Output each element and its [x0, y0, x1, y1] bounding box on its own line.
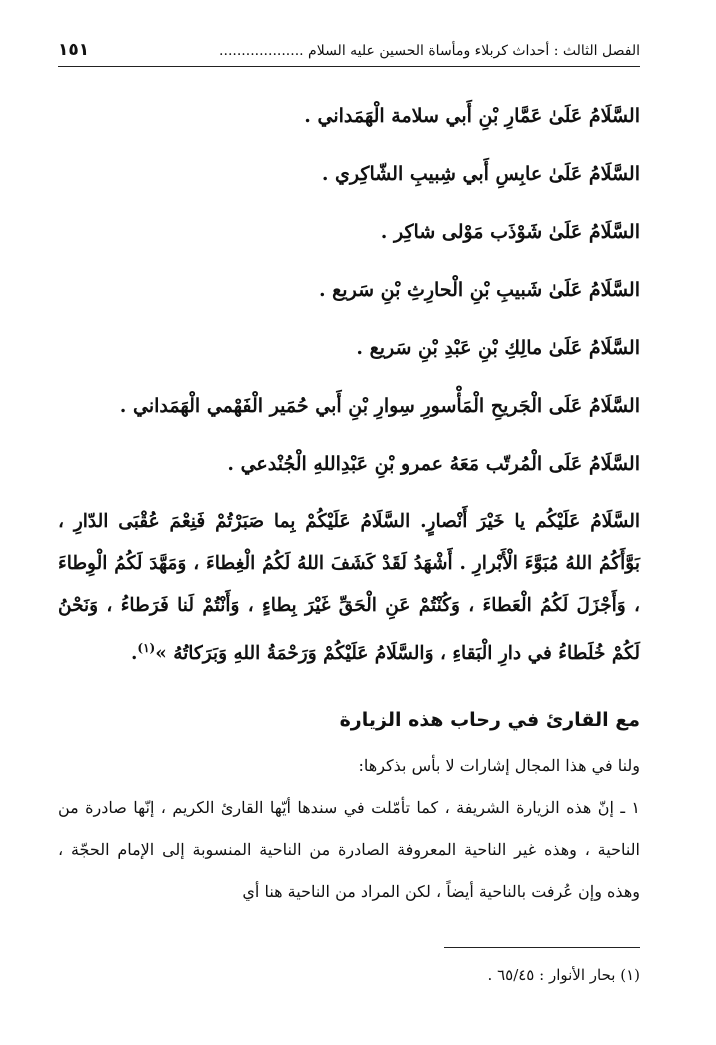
closing-paragraph: [58, 501, 640, 675]
page-header: [58, 40, 640, 67]
footnote: (١) بحار الأنوار : ٦٥/٤٥ .: [487, 966, 640, 985]
salam-list: [58, 103, 640, 477]
salam-line: السَّلَامُ عَلَى الْمُرتّب مَعَهُ عمرو بْنِ عَبْدِاللهِ الْجُنْدعي .: [227, 453, 640, 475]
footnote-divider: [444, 947, 640, 948]
running-title: الفصل الثالث : أحداث كربلاء ومأساة الحسين عليه السلام ...................: [219, 43, 640, 59]
closing-end: .: [130, 643, 138, 665]
footnote-reference: (١): [137, 641, 156, 655]
salam-line: السَّلَامُ عَلَىٰ مالِكِ بْنِ عَبْدِ بْنِ سَريع .: [356, 337, 640, 359]
salam-line: السَّلَامُ عَلَىٰ شَوْذَب مَوْلى شاكِر .: [380, 221, 640, 243]
salam-line: السَّلَامُ عَلَى الْجَريحِ الْمَأْسورِ سِوارِ بْنِ أَبي حُمَير الْفَهْمي الْهَمَداني .: [119, 395, 640, 417]
point-paragraph: ١ ـ إنّ هذه الزيارة الشريفة ، كما تأمّلت في سندها أيّها القارئ الكريم ، إنّها صادرة من الناحية ، وهذه غير الناحية المعروفة الصادرة من الناحية المنسوبة إلى الإمام الحجّة ، وهذه وإن عُرفت بالناحية أيضاً ، لكن المراد من الناحية هنا أي: [58, 798, 640, 902]
section-heading: مع القارئ في رحاب هذه الزيارة: [339, 709, 640, 732]
page-number: ١٥١: [58, 40, 90, 60]
salam-line: السَّلَامُ عَلَىٰ عَمَّارِ بْنِ أَبي سلامة الْهَمَداني .: [304, 105, 640, 127]
intro-paragraph: ولنا في هذا المجال إشارات لا بأس بذكرها:: [358, 756, 640, 776]
salam-line: السَّلَامُ عَلَىٰ شَبيبِ بْنِ الْحارِثِ بْنِ سَريع .: [318, 279, 640, 301]
book-page: [58, 40, 640, 988]
closing-text: السَّلَامُ عَلَيْكُم يا خَيْرَ أَنْصارٍ. السَّلَامُ عَلَيْكُمْ بِما صَبَرْتُمْ فَنِعْمَ عُقْبَى الدّارِ ، بَوَّأَكُمُ اللهُ مُبَوَّءَ الْأَبْرارِ . أَشْهَدُ لَقَدْ كَشَفَ اللهُ لَكُمُ الْغِطاءَ ، وَمَهَّدَ لَكُمُ الْوِطاءَ ، وَأَجْزَلَ لَكُمُ الْعَطاءَ ، وَكُنْتُمْ عَنِ الْحَقِّ غَيْرَ بِطاءٍ ، وَأَنْتُمْ لَنا فَرَطاءُ ، وَنَحْنُ لَكُمْ خُلَطاءُ في دارِ الْبَقاءِ ، وَالسَّلَامُ عَلَيْكُمْ وَرَحْمَةُ اللهِ وَبَرَكاتُهُ »: [58, 511, 640, 665]
salam-line: السَّلَامُ عَلَىٰ عابِسِ أَبي شِبيبِ الشّاكِري .: [321, 163, 640, 185]
